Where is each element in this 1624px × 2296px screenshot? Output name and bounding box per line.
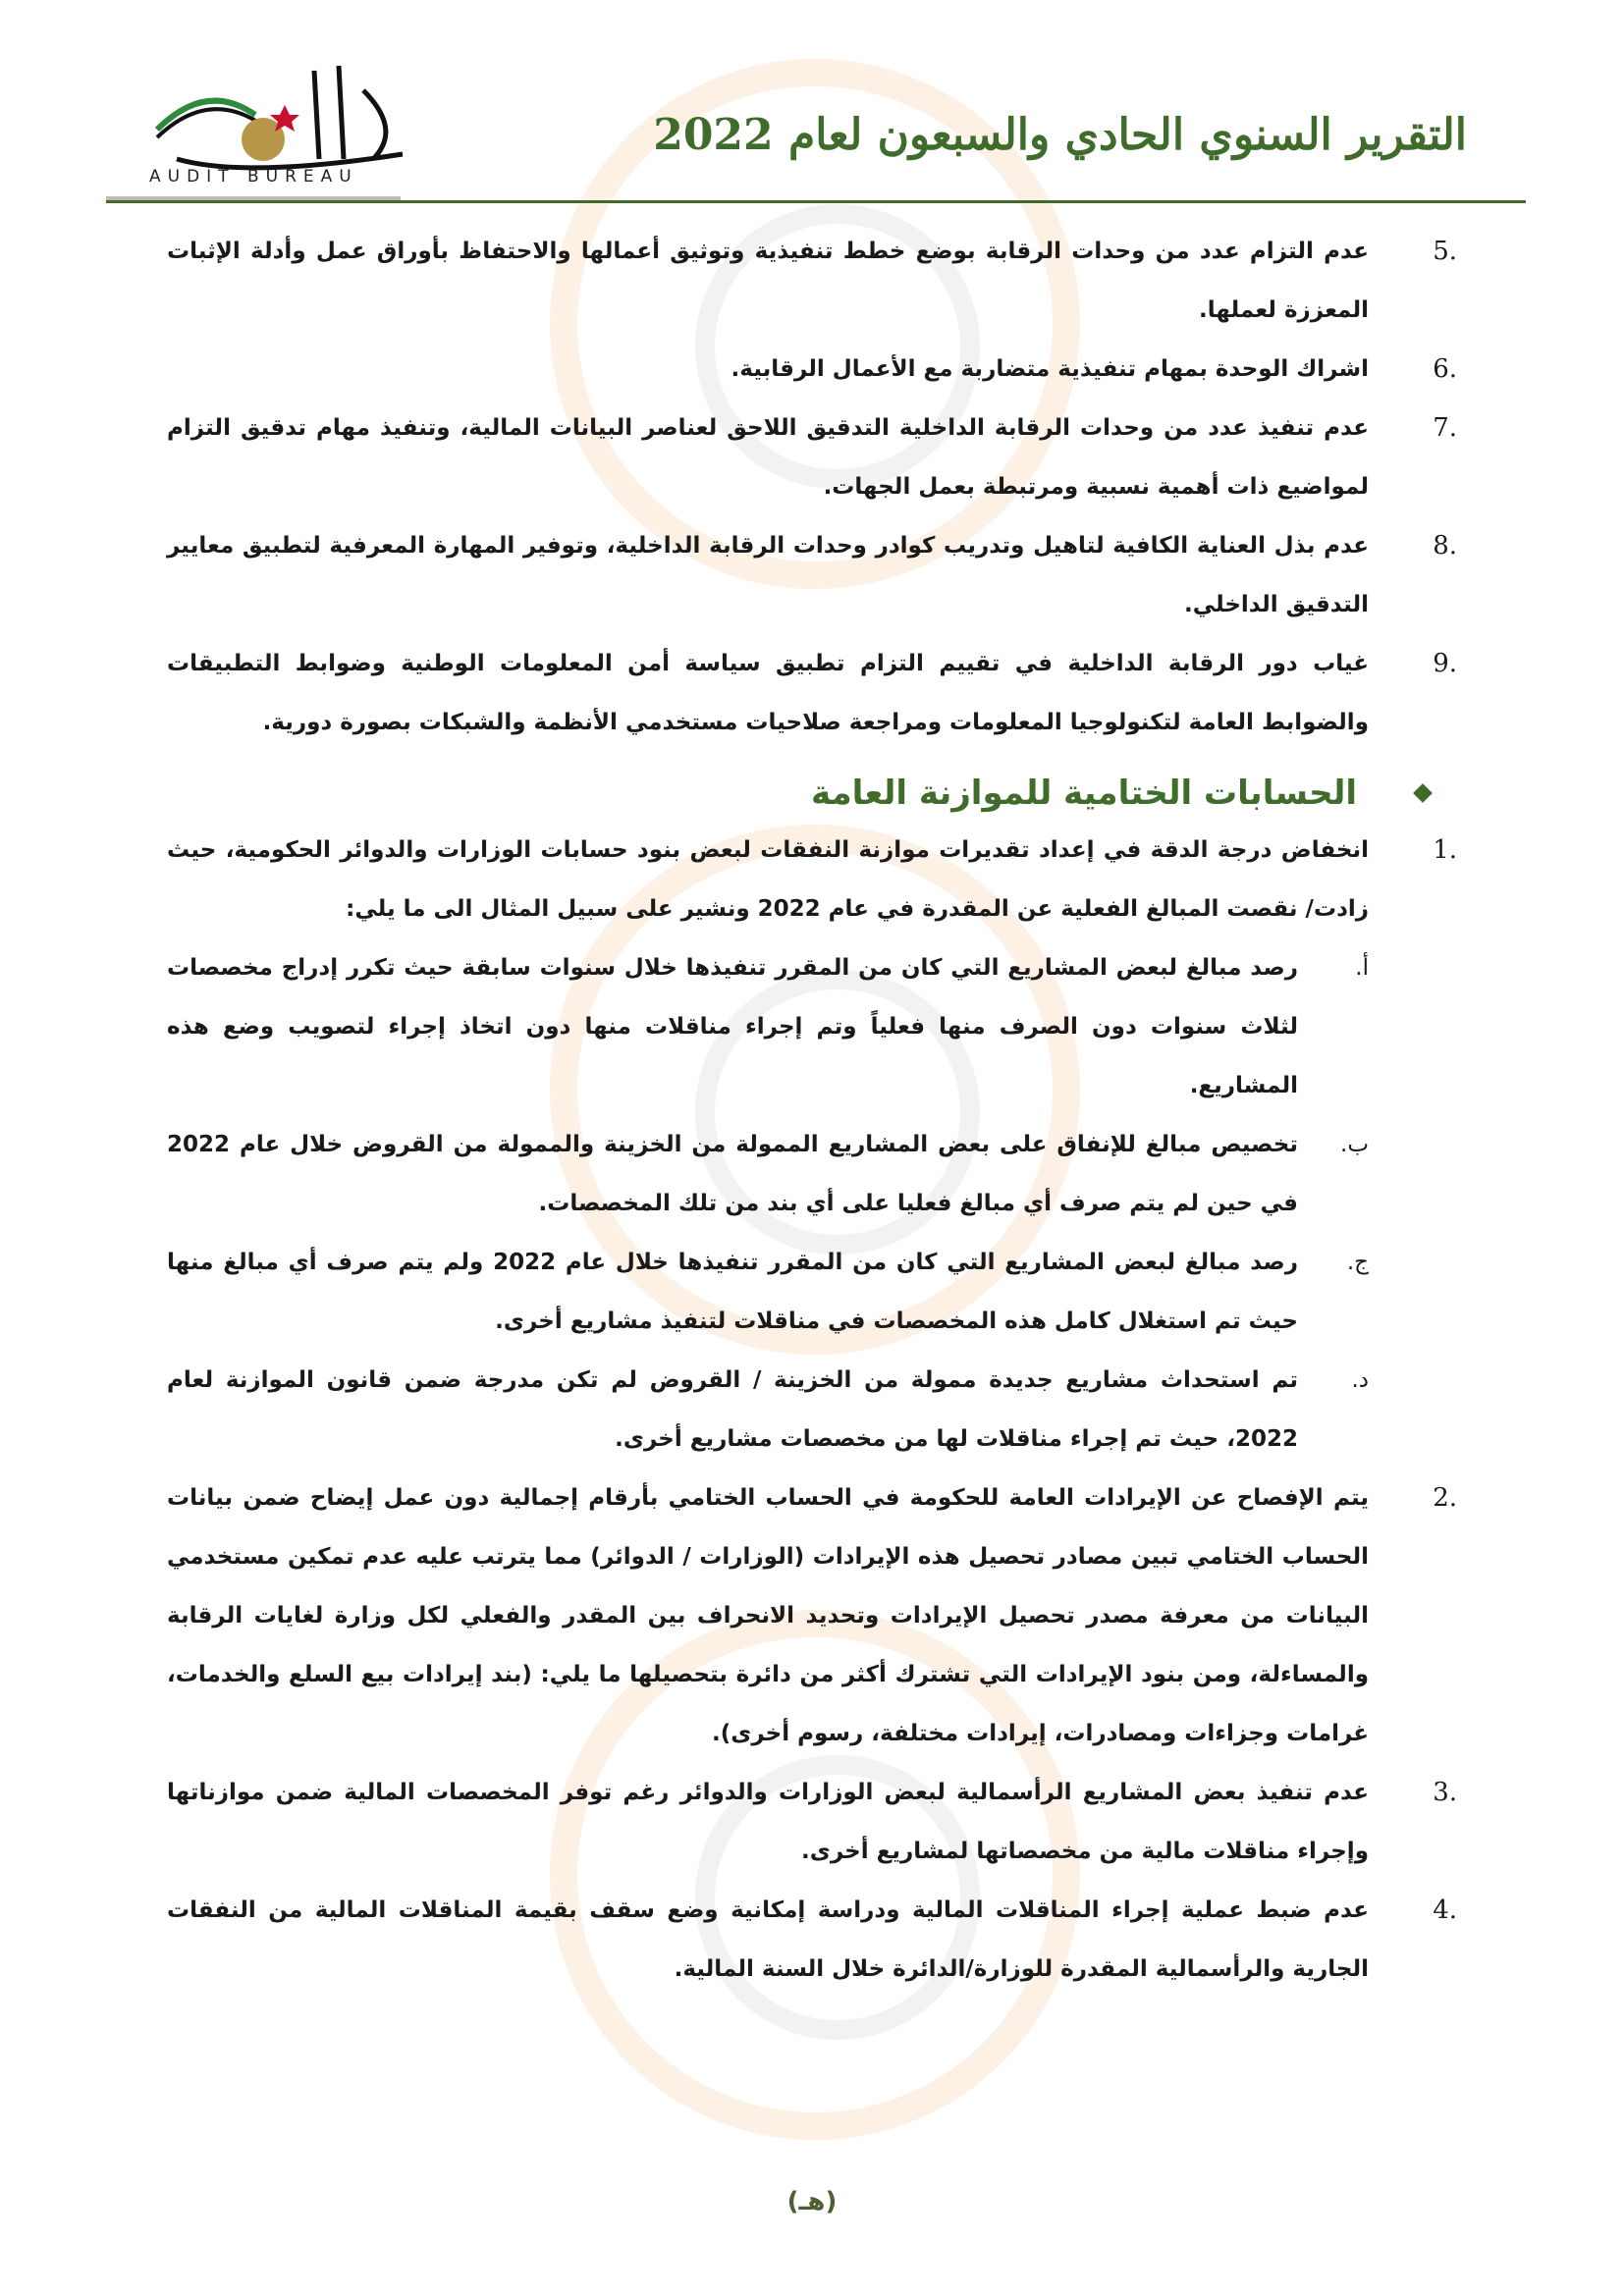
sub-list-item: ب. تخصيص مبالغ للإنفاق على بعض المشاريع الممولة من الخزينة والممولة من القروض خلال عام 2022 في حين لم يتم صرف أي مبالغ فعليا على أي بند من تلك المخصصات. xyxy=(167,1132,1369,1216)
header-rule xyxy=(106,200,1526,203)
list-item: .1 انخفاض درجة الدقة في إعداد تقديرات موازنة النفقات لبعض بنود حسابات الوزارات والدوائر الحكومية، حيث زادت/ نقصت المبالغ الفعلية عن المقدرة في عام 2022 ونشير على سبيل المثال الى ما يلي: xyxy=(167,835,1457,922)
sub-list-item: ج. رصد مبالغ لبعض المشاريع التي كان من المقرر تنفيذها خلال عام 2022 ولم يتم صرف أي مبالغ منها حيث تم استغلال كامل هذه المخصصات في مناقلات لتنفيذ مشاريع أخرى. xyxy=(167,1250,1369,1334)
diamond-bullet-icon xyxy=(1413,783,1433,803)
list-item: .7 عدم تنفيذ عدد من وحدات الرقابة الداخلية التدقيق اللاحق لعناصر البيانات المالية، وتنفيذ مهام تدقيق التزام لمواضيع ذات أهمية نسبية ومرتبطة بعمل الجهات. xyxy=(167,413,1457,500)
logo-text: AUDIT BUREAU xyxy=(149,167,358,187)
section-heading: الحسابات الختامية للموازنة العامة xyxy=(167,774,1457,813)
list-item: .3 عدم تنفيذ بعض المشاريع الرأسمالية لبعض الوزارات والدوائر رغم توفر المخصصات المالية ضمن موازناتها وإجراء مناقلات مالية من مخصصاتها لمشاريع أخرى. xyxy=(167,1778,1457,1864)
sub-list-item: أ. رصد مبالغ لبعض المشاريع التي كان من المقرر تنفيذها خلال سنوات سابقة حيث تكرر إدراج مخصصات لثلاث سنوات دون الصرف منها فعلياً وتم إجراء مناقلات منها دون اتخاذ إجراء لتصويب وضع هذه المشاريع. xyxy=(167,955,1369,1098)
list-item: .5 عدم التزام عدد من وحدات الرقابة بوضع خطط تنفيذية وتوثيق أعمالها والاحتفاظ بأوراق عمل وأدلة الإثبات المعززة لعملها. xyxy=(167,237,1457,323)
list-item: .6 اشراك الوحدة بمهام تنفيذية متضاربة مع الأعمال الرقابية. xyxy=(731,354,1457,384)
sub-list-item: د. تم استحداث مشاريع جديدة ممولة من الخزينة / القروض لم تكن مدرجة ضمن قانون الموازنة لعام 2022، حيث تم إجراء مناقلات لها من مخصصات مشاريع أخرى. xyxy=(167,1367,1369,1452)
page-number: (هـ) xyxy=(786,2187,838,2216)
list-item: .4 عدم ضبط عملية إجراء المناقلات المالية ودراسة إمكانية وضع سقف بقيمة المناقلات المالية من النفقات الجارية والرأسمالية المقدرة للوزارة/الدائرة خلال السنة المالية. xyxy=(167,1896,1457,1982)
page-title: التقرير السنوي الحادي والسبعون لعام 2022 xyxy=(653,110,1467,160)
list-item: .9 غياب دور الرقابة الداخلية في تقييم التزام تطبيق سياسة أمن المعلومات الوطنية وضوابط التطبيقات والضوابط العامة لتكنولوجيا المعلومات ومراجعة صلاحيات مستخدمي الأنظمة والشبكات بصورة دورية. xyxy=(167,649,1457,735)
list-item: .2 يتم الإفصاح عن الإيرادات العامة للحكومة في الحساب الختامي بأرقام إجمالية دون عمل إيضاح ضمن بيانات الحساب الختامي تبين مصادر تحصيل هذه الإيرادات (الوزارات / الدوائر) مما يترتب عليه عدم تمكين مستخدمي البيانات من معرفة مصدر تحصيل الإيرادات وتحديد الانحراف بين المقدر والفعلي لكل وزارة لغايات الرقابة والمساءلة، ومن بنود الإيرادات التي تشترك أكثر من دائرة بتحصيلها ما يلي: (بند إيرادات بيع السلع والخدمات، غرامات وجزاءات ومصادرات، إيرادات مختلفة، رسوم أخرى). xyxy=(167,1483,1457,1746)
list-item: .8 عدم بذل العناية الكافية لتاهيل وتدريب كوادر وحدات الرقابة الداخلية، وتوفير المهارة المعرفية لتطبيق معايير التدقيق الداخلي. xyxy=(167,531,1457,617)
document-body xyxy=(167,214,1457,1999)
